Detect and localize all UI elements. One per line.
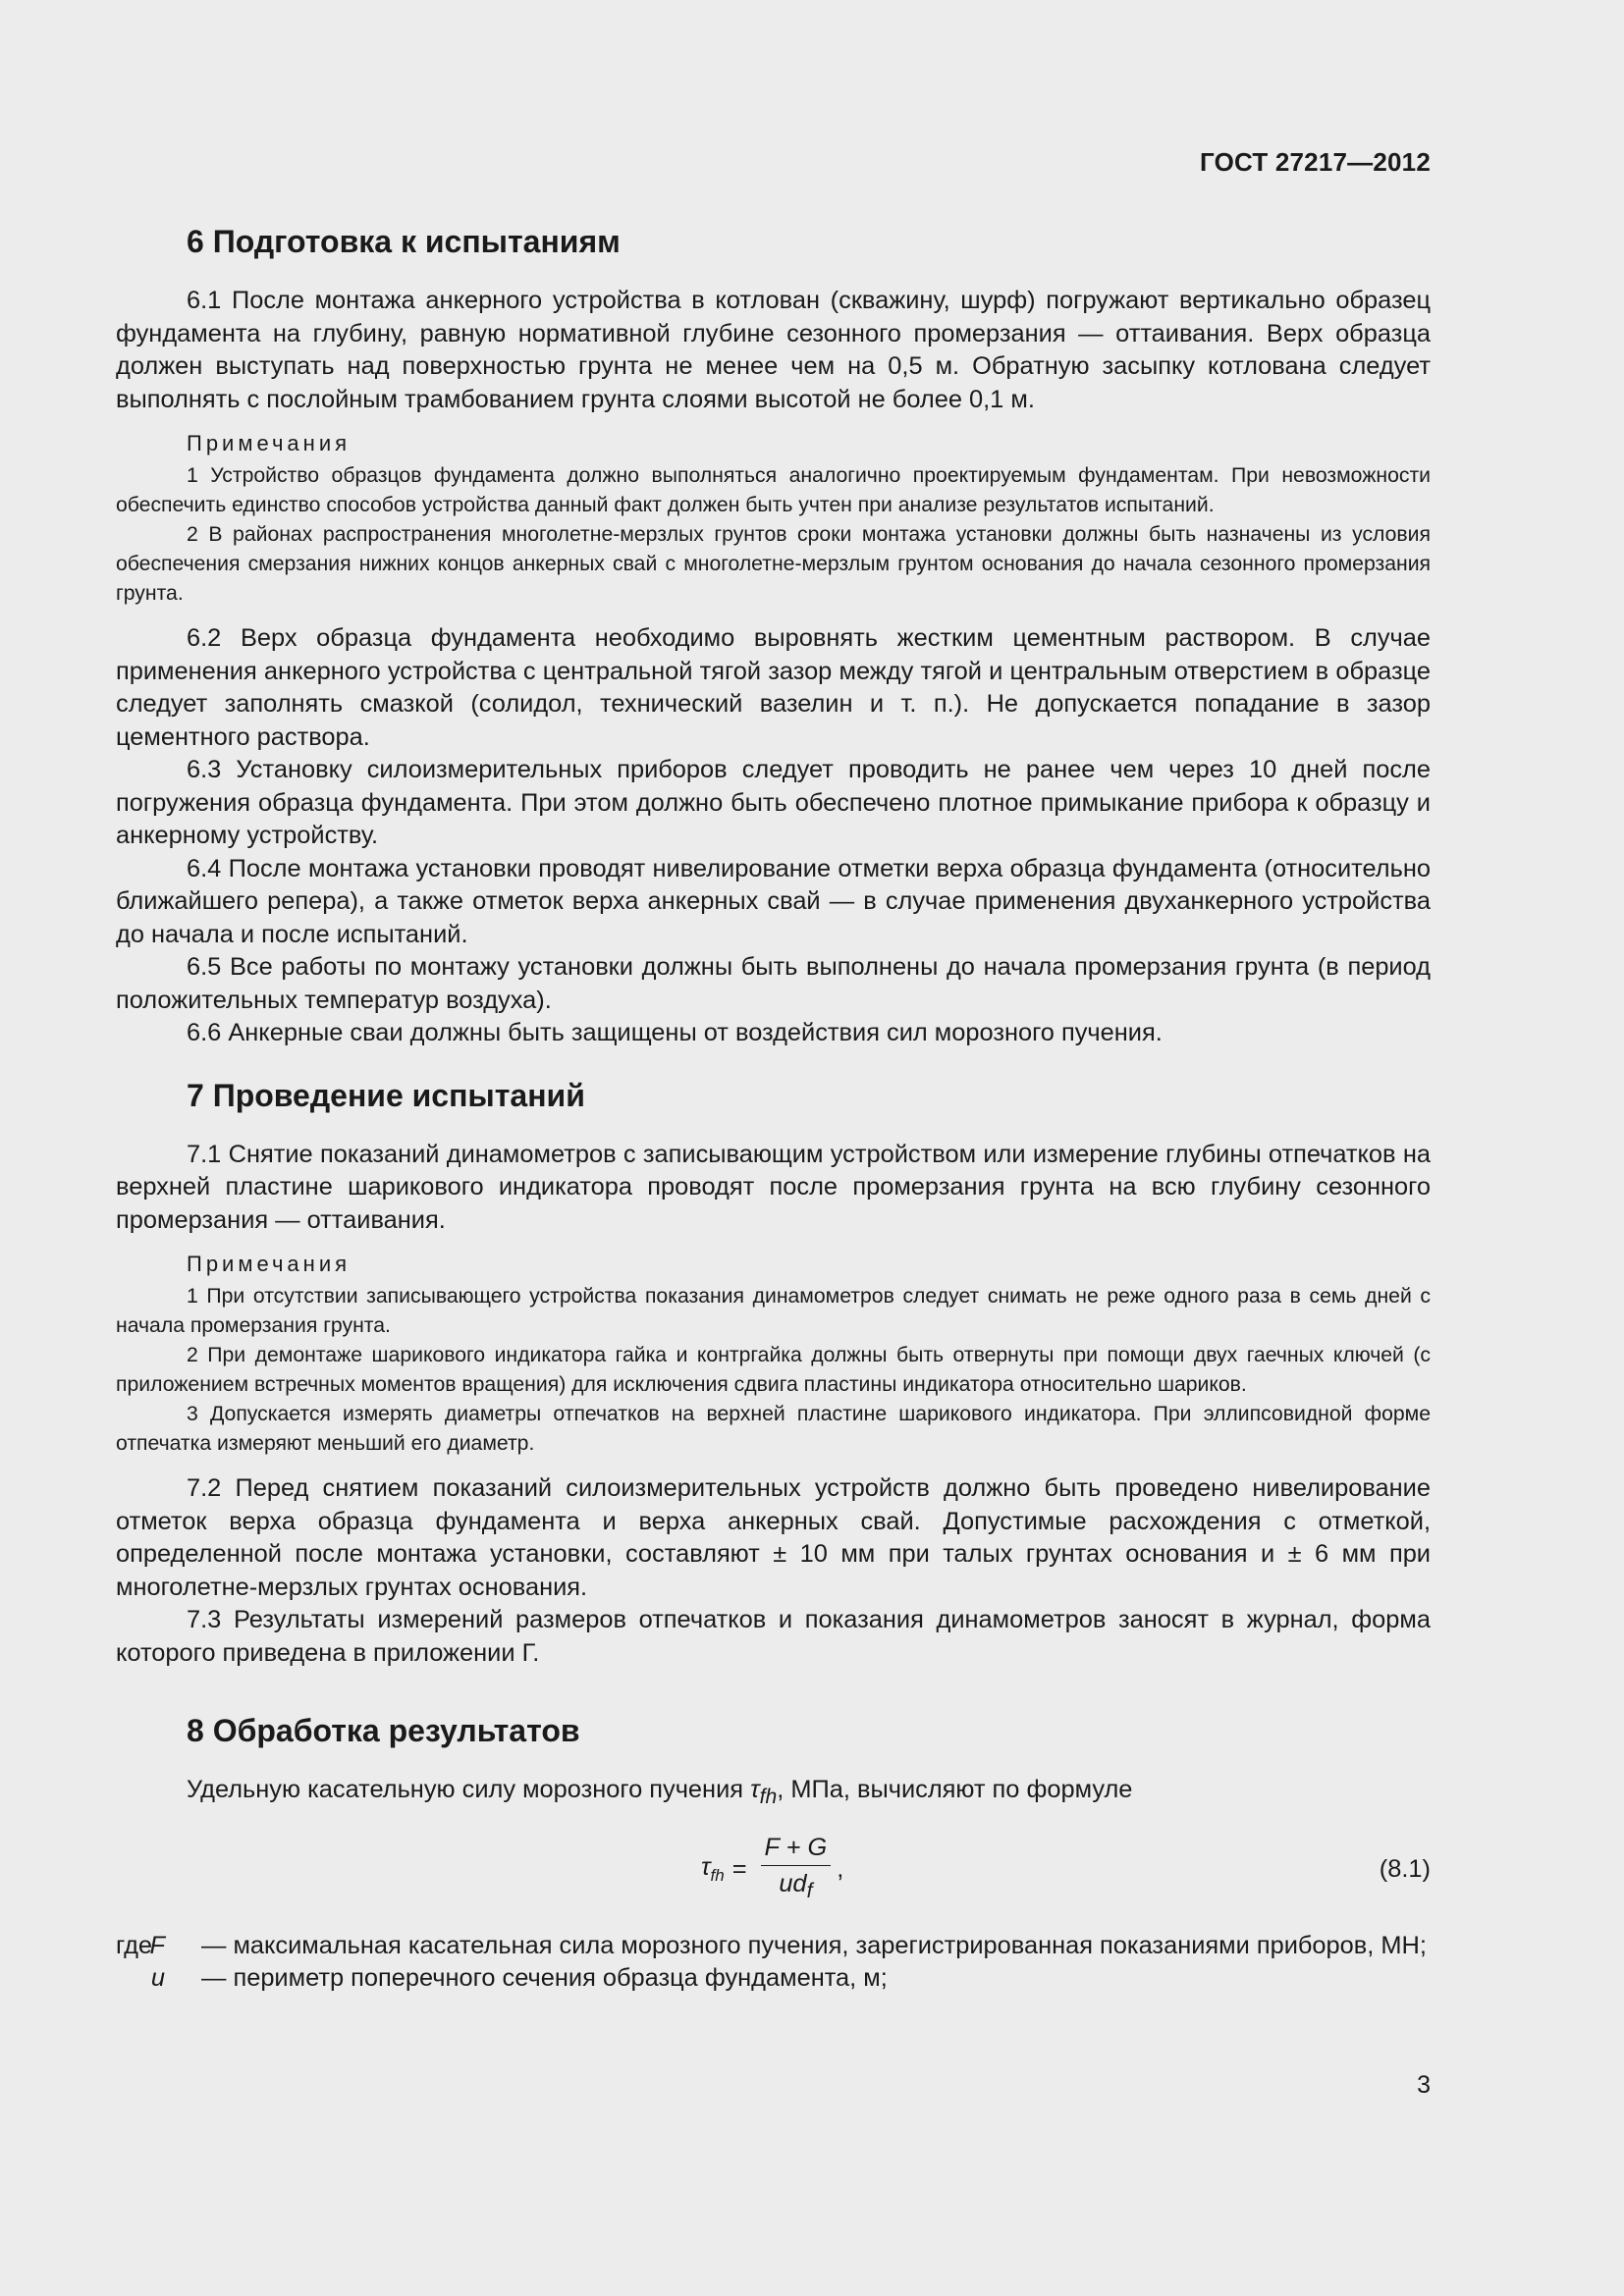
definitions-list: [116, 1930, 1431, 1996]
paragraph-6-1: 6.1 После монтажа анкерного устройства в котлован (скважину, шурф) погружают вертикально образец фундамента на глубину, равную нормативной глубине сезонного промерзания — оттаивания. Верх образца должен выступать над поверхностью грунта не менее чем на 0,5 м. Обратную засыпку котлована следует выполнять с послойным трамбованием грунта слоями высотой не более 0,1 м.: [116, 287, 1431, 413]
formula-denominator-subscript: f: [806, 1880, 813, 1903]
formula-denominator-text: ud: [779, 1870, 807, 1898]
formula-numerator: F + G: [761, 1833, 832, 1866]
formula-trailing-comma: ,: [837, 1855, 844, 1884]
formula-lhs-subscript: fh: [710, 1866, 725, 1886]
section-7-title: 7 Проведение испытаний: [187, 1077, 585, 1113]
formula-denominator: [779, 1866, 812, 1906]
paragraph-6-3: 6.3 Установку силоизмерительных приборов следует проводить не ранее чем через 10 дней после погружения образца фундамента. При этом должно быть обеспечено плотное примыкание прибора к образцу и анкерному устройству.: [116, 756, 1431, 849]
note-6-1: 1 Устройство образцов фундамента должно выполняться аналогично проектируемым фундаментам. При невозможности обеспечить единство способов устройства данный факт должен быть учтен при анализе результатов испытаний.: [116, 464, 1431, 516]
formula-equals: =: [731, 1855, 747, 1884]
note-6-2: 2 В районах распространения многолетне-мерзлых грунтов сроки монтажа установки должны быть назначены из условия обеспечения смерзания нижних концов анкерных свай с многолетне-мерзлым грунтом основания до начала сезонного промерзания грунта.: [116, 523, 1431, 605]
definition-symbol: u: [150, 1964, 165, 1993]
notes-title: Примечания: [187, 1252, 352, 1276]
intro-symbol-tau: [750, 1776, 778, 1809]
formula-lhs: [701, 1853, 725, 1886]
page-number: 3: [1417, 2071, 1431, 2099]
intro-symbol-subscript: fh: [759, 1786, 778, 1809]
formula-8-1: [116, 1828, 1431, 1922]
definition-text: — периметр поперечного сечения образца фундамента, м;: [201, 1964, 888, 1993]
formula-lhs-symbol: τ: [701, 1853, 711, 1882]
notes-title: Примечания: [187, 431, 352, 455]
intro-text-before: Удельную касательную силу морозного пучения: [187, 1776, 751, 1803]
document-id: ГОСТ 27217—2012: [1200, 147, 1431, 177]
where-label: где: [116, 1931, 153, 1959]
note-7-2: 2 При демонтаже шарикового индикатора гайка и контргайка должны быть отвернуты при помощи двух гаечных ключей (с приложением встречных моментов вращения) для исключения сдвига пластины индикатора относительно шариков.: [116, 1344, 1431, 1396]
notes-6: [116, 430, 1431, 609]
definition-row: [116, 1930, 1431, 1963]
paragraph-7-2: 7.2 Перед снятием показаний силоизмерительных устройств должно быть проведено нивелирование отметок верха образца фундамента и верха анкерных свай. Допустимые расхождения с отметкой, определенной после монтажа установки, составляют ± 10 мм при талых грунтах основания и ± 6 мм при многолетне-мерзлых грунтах основания.: [116, 1474, 1431, 1601]
paragraph-6-2: 6.2 Верх образца фундамента необходимо выровнять жестким цементным раствором. В случае применения анкерного устройства с центральной тягой зазор между тягой и центральным отверстием в образце следует заполнять смазкой (солидол, технический вазелин и т. п.). Не допускается попадание в зазор цементного раствора.: [116, 624, 1431, 751]
paragraph-6-5: 6.5 Все работы по монтажу установки должны быть выполнены до начала промерзания грунта (в период положительных температур воздуха).: [116, 953, 1431, 1014]
paragraph-7-1: 7.1 Снятие показаний динамометров с записывающим устройством или измерение глубины отпечатков на верхней пластине шарикового индикатора проводят после промерзания грунта на всю глубину сезонного промерзания — оттаивания.: [116, 1140, 1431, 1234]
intro-text-after: , МПа, вычисляют по формуле: [777, 1776, 1133, 1803]
paragraph-6-4: 6.4 После монтажа установки проводят нивелирование отметки верха образца фундамента (относительно ближайшего репера), а также отметок верха анкерных свай — в случае применения двуханкерного устройства до начала и после испытаний.: [116, 854, 1431, 948]
page-content: [116, 222, 1431, 1996]
section-8-title: 8 Обработка результатов: [187, 1713, 580, 1748]
definition-row: [116, 1962, 1431, 1996]
notes-7: [116, 1251, 1431, 1459]
paragraph-7-3: 7.3 Результаты измерений размеров отпечатков и показания динамометров заносят в журнал, форма которого приведена в приложении Г.: [116, 1606, 1431, 1667]
formula-number: (8.1): [1379, 1854, 1431, 1883]
note-7-1: 1 При отсутствии записывающего устройства показания динамометров следует снимать не реже одного раза в семь дней с начала промерзания грунта.: [116, 1285, 1431, 1337]
formula-intro: [116, 1774, 1431, 1814]
tau-symbol: τ: [750, 1776, 760, 1803]
definition-text: — максимальная касательная сила морозного пучения, зарегистрированная показаниями приборов, МН;: [201, 1931, 1427, 1959]
paragraph-6-6: 6.6 Анкерные сваи должны быть защищены от воздействия сил морозного пучения.: [187, 1019, 1163, 1046]
section-6-title: 6 Подготовка к испытаниям: [187, 224, 621, 259]
definition-symbol: F: [149, 1931, 165, 1959]
note-7-3: 3 Допускается измерять диаметры отпечатков на верхней пластине шарикового индикатора. При эллипсовидной форме отпечатка измеряют меньший его диаметр.: [116, 1403, 1431, 1455]
formula-expression: [701, 1828, 843, 1912]
formula-fraction: [761, 1833, 832, 1906]
